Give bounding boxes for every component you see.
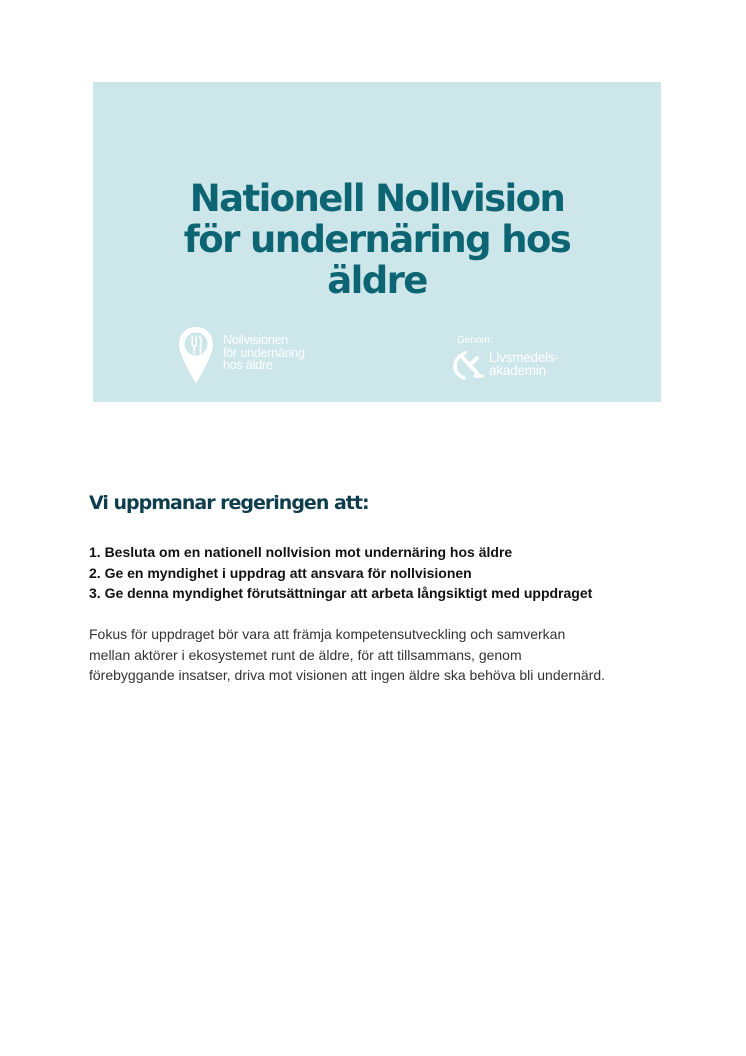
section-heading: Vi uppmanar regeringen att: [89, 492, 369, 514]
banner-title [93, 178, 661, 301]
location-pin-fork-icon [178, 326, 214, 384]
nollvisionen-wordmark [223, 334, 343, 372]
livsmedelsakademin-wordmark [489, 351, 589, 377]
paragraph-line: Fokus för uppdraget bör vara att främja kompetensutveckling och samverkan [89, 626, 566, 642]
wordmark-line: Livsmedels- [489, 350, 559, 365]
genom-label: Genom: [457, 335, 493, 346]
paragraph-line: mellan aktörer i ekosystemet runt de äldre, för att tillsammans, genom [89, 646, 522, 663]
banner-title-line-3: äldre [327, 259, 427, 302]
wordmark-line: Nollvisionen [223, 333, 288, 347]
livsmedelsakademin-mark-icon [453, 350, 485, 380]
paragraph-line: förebyggande insatser, driva mot visionen att ingen äldre ska behöva bli undernärd. [89, 667, 605, 683]
body-paragraph [89, 624, 689, 686]
demands-list [89, 542, 592, 604]
nollvisionen-logo [178, 326, 338, 386]
hero-banner [93, 82, 661, 402]
wordmark-line: för undernäring [223, 345, 305, 360]
banner-title-line-2: för undernäring hos [183, 218, 571, 261]
list-item: 3. Ge denna myndighet förutsättningar att arbeta långsiktigt med uppdraget [89, 585, 593, 601]
wordmark-line: akademin [489, 363, 546, 378]
livsmedelsakademin-logo [453, 332, 583, 382]
banner-title-line-1: Nationell Nollvision [189, 177, 565, 220]
list-item: 2. Ge en myndighet i uppdrag att ansvara för nollvisionen [89, 564, 472, 581]
wordmark-line: hos äldre [223, 358, 273, 372]
list-item: 1. Besluta om en nationell nollvision mot undernäring hos äldre [89, 544, 513, 560]
